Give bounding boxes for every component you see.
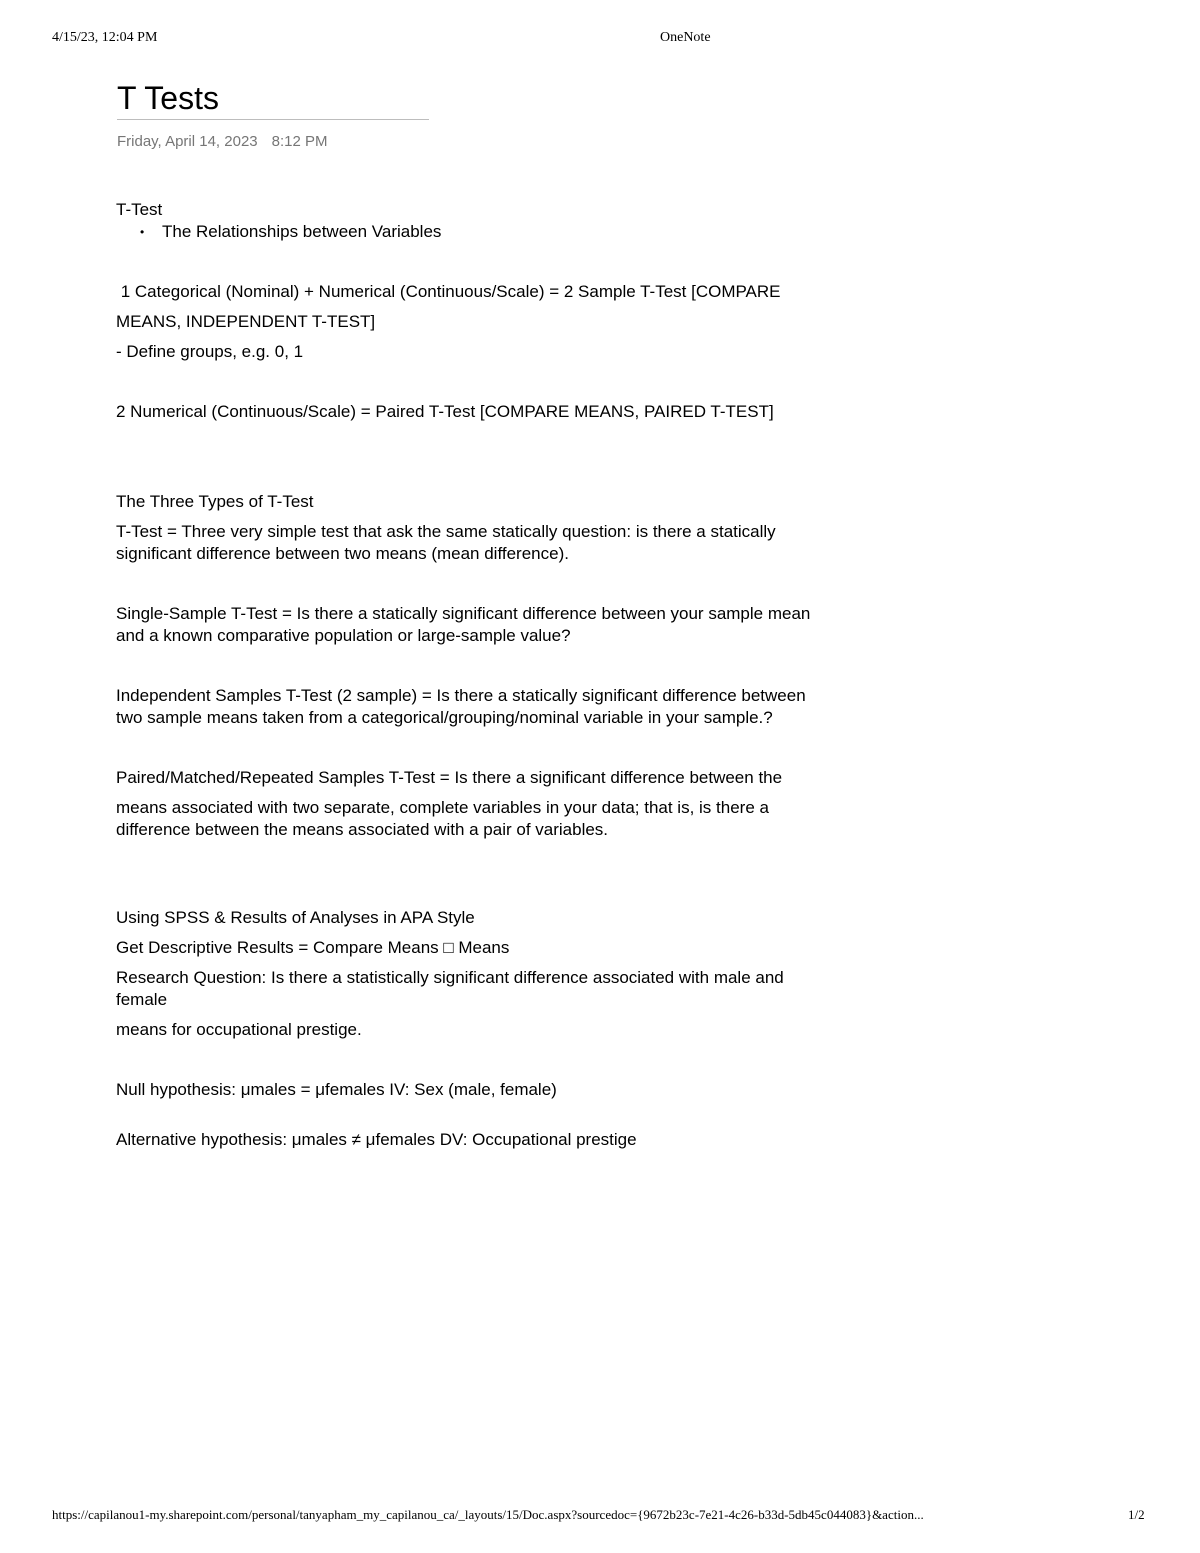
- bullet-relationships-text: The Relationships between Variables: [162, 222, 442, 241]
- list-item: [116, 221, 886, 243]
- research-question-line-3: means for occupational prestige.: [116, 1020, 362, 1039]
- categorical-line-1: 1 Categorical (Nominal) + Numerical (Continuous/Scale) = 2 Sample T-Test [COMPARE: [116, 282, 781, 301]
- page-date: Friday, April 14, 2023: [117, 133, 258, 150]
- alternative-hypothesis-line: Alternative hypothesis: μmales ≠ μfemales DV: Occupational prestige: [116, 1130, 637, 1149]
- bullet-icon: •: [140, 225, 145, 239]
- ttest-definition-line-1: T-Test = Three very simple test that ask the same statically question: is there a statically: [116, 522, 776, 541]
- ttest-definition-line-2: significant difference between two means (mean difference).: [116, 544, 569, 563]
- single-sample-line-1: Single-Sample T-Test = Is there a statically significant difference between your sample mean: [116, 604, 811, 623]
- numerical-line: 2 Numerical (Continuous/Scale) = Paired T-Test [COMPARE MEANS, PAIRED T-TEST]: [116, 402, 774, 421]
- paired-line-1: Paired/Matched/Repeated Samples T-Test = Is there a significant difference between the: [116, 768, 783, 787]
- three-types-heading: The Three Types of T-Test: [116, 492, 314, 511]
- define-groups-line: - Define groups, e.g. 0, 1: [116, 342, 304, 361]
- page-title: T Tests: [117, 80, 219, 116]
- print-datetime: 4/15/23, 12:04 PM: [52, 30, 158, 45]
- single-sample-line-2: and a known comparative population or large-sample value?: [116, 626, 571, 645]
- paired-line-3: difference between the means associated with a pair of variables.: [116, 820, 609, 839]
- research-question-line-2: female: [116, 990, 168, 1009]
- spss-heading: Using SPSS & Results of Analyses in APA Style: [116, 908, 475, 927]
- page-url: https://capilanou1-my.sharepoint.com/personal/tanyapham_my_capilanou_ca/_layouts/15/Doc.aspx?sourcedoc={9672b23c-7e21-4c26-b33d-5db45c044083}&action...: [52, 1507, 924, 1522]
- ttest-heading: T-Test: [116, 200, 163, 219]
- independent-line-2: two sample means taken from a categorical/grouping/nominal variable in your sample.?: [116, 708, 773, 727]
- paired-line-2: means associated with two separate, complete variables in your data; that is, is there a: [116, 798, 769, 817]
- title-underline: [117, 119, 429, 120]
- categorical-line-2: MEANS, INDEPENDENT T-TEST]: [116, 312, 376, 331]
- independent-line-1: Independent Samples T-Test (2 sample) = Is there a statically significant difference between: [116, 686, 806, 705]
- research-question-line-1: Research Question: Is there a statistically significant difference associated with male and: [116, 968, 784, 987]
- null-hypothesis-line: Null hypothesis: μmales = μfemales IV: Sex (male, female): [116, 1080, 557, 1099]
- page-number: 1/2: [1128, 1507, 1145, 1522]
- note-body: [116, 199, 886, 1151]
- page-datetime: [117, 133, 328, 150]
- descriptive-results-line: Get Descriptive Results = Compare Means □ Means: [116, 938, 510, 957]
- print-app-name: OneNote: [660, 30, 711, 45]
- page-time: 8:12 PM: [271, 133, 328, 150]
